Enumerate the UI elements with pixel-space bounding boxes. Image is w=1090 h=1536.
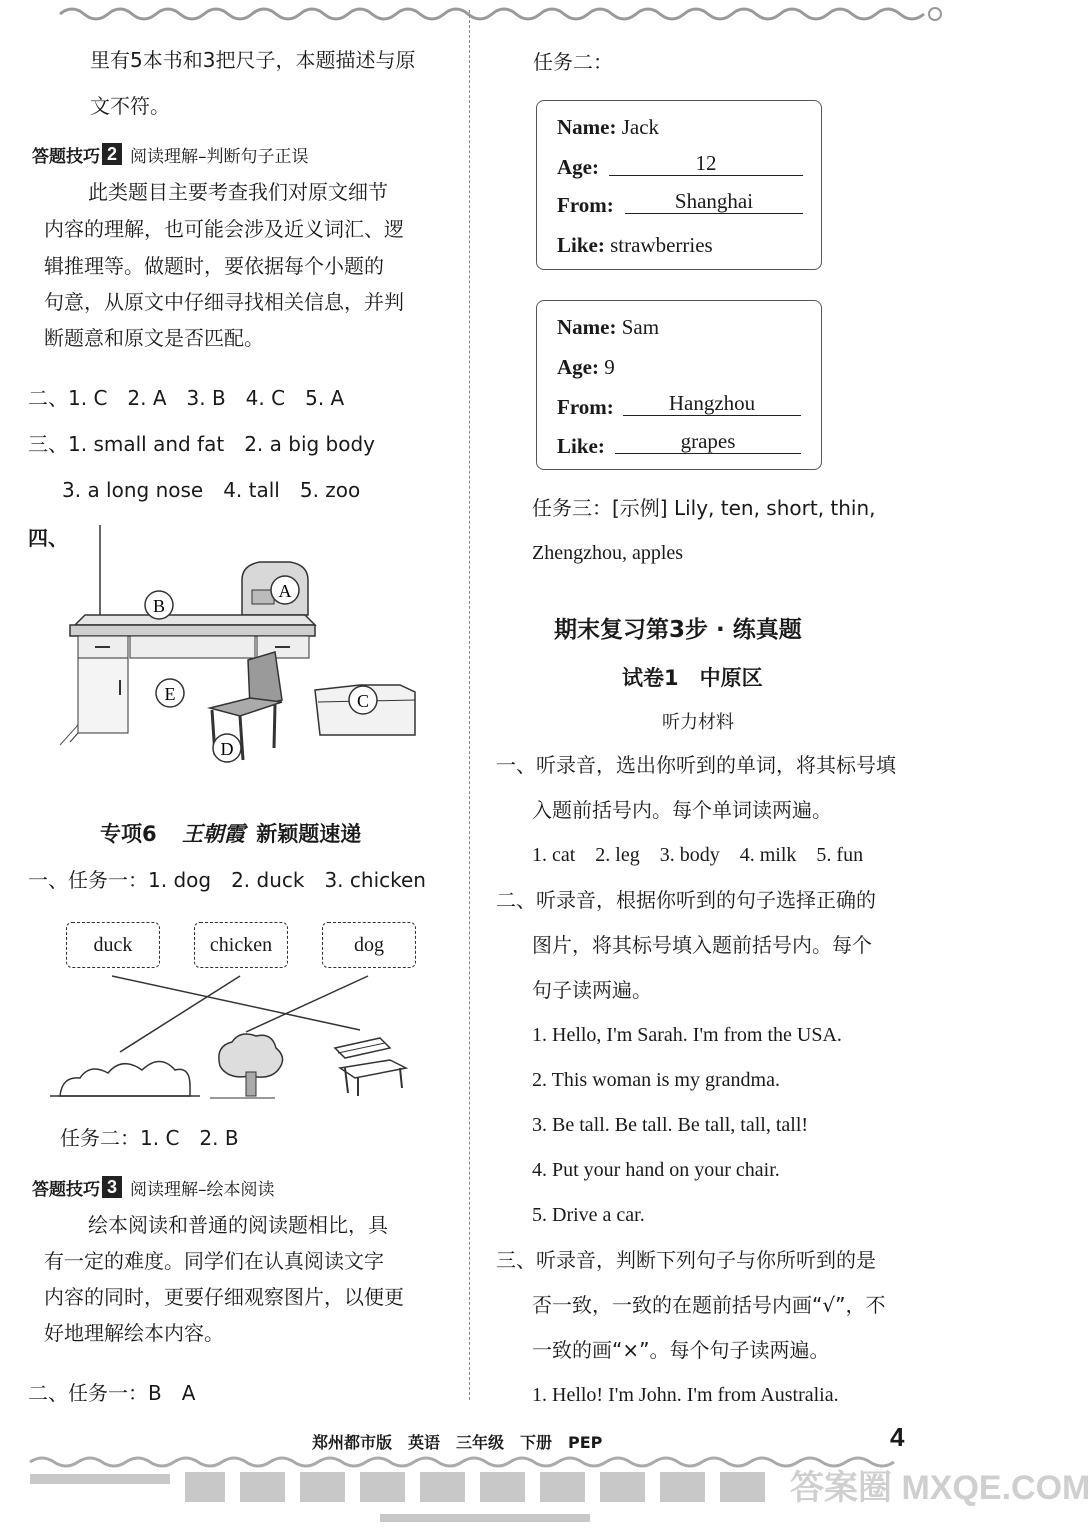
answers-part-2: 二、1. C 2. A 3. B 4. C 5. A [28, 386, 345, 410]
bushes [50, 1062, 200, 1097]
tip-text: 辑推理等。做题时，要依据每个小题的 [44, 254, 384, 278]
card-answer-line: Shanghai [625, 189, 803, 214]
card-name-row [557, 115, 659, 140]
question-1-words: 1. cat 2. leg 3. body 4. milk 5. fun [532, 844, 864, 866]
card-value: Jack [621, 115, 660, 139]
tip-text: 绘本阅读和普通的阅读题相比，具 [88, 1213, 388, 1237]
paragraph-line: 里有5本书和3把尺子，本题描述与原 [90, 48, 416, 72]
tip-text: 句意，从原文中仔细寻找相关信息，并判 [44, 290, 404, 314]
answers-part-3: 3. a long nose 4. tall 5. zoo [62, 478, 361, 502]
bench [335, 1038, 406, 1096]
card-value: Sam [621, 315, 660, 339]
card-answer-line: grapes [615, 429, 801, 454]
tip-label: 答题技巧 [32, 1179, 100, 1200]
tip-2 [32, 141, 309, 167]
page-footer [0, 1420, 1090, 1536]
label-c: C [356, 691, 370, 711]
task-3-line: Zhengzhou, apples [532, 542, 684, 564]
section-title: 期末复习第3步 · 练真题 [554, 617, 802, 643]
question-2-item: 1. Hello, I'm Sarah. I'm from the USA. [532, 1024, 842, 1046]
task-2-title: 任务二： [533, 50, 613, 74]
card-answer-line: 12 [609, 151, 803, 176]
tip-text: 内容的理解，也可能会涉及近义词汇、逻 [44, 217, 404, 241]
paper-title: 试卷1 中原区 [622, 666, 763, 690]
tip-number: 2 [102, 143, 122, 165]
card-key: Age: [557, 155, 599, 179]
question-3: 三、听录音，判断下列句子与你所听到的是 [496, 1248, 876, 1272]
tip-label: 答题技巧 [32, 146, 100, 167]
column-divider [469, 10, 470, 1400]
card-age-row [557, 155, 599, 180]
card-answer-line: Hangzhou [623, 391, 801, 416]
tip-text: 有一定的难度。同学们在认真阅读文字 [44, 1249, 384, 1273]
task-3-line: 任务三：[示例] Lily, ten, short, thin, [532, 496, 876, 520]
question-1: 一、听录音，选出你听到的单词，将其标号填 [496, 753, 896, 777]
page-number: 4 [890, 1422, 905, 1452]
question-2-item: 2. This woman is my grandma. [532, 1069, 780, 1091]
brand-logo: 王朝霞 [181, 821, 245, 846]
tip-number: 3 [102, 1176, 122, 1198]
label-d: D [220, 739, 234, 759]
word-box-chicken: chicken [194, 922, 288, 968]
card-age-row [557, 355, 615, 380]
question-2: 二、听录音，根据你听到的句子选择正确的 [496, 888, 876, 912]
answers-last: 二、任务一：B A [28, 1381, 196, 1405]
card-value: 9 [604, 355, 615, 379]
task-2-answers: 任务二：1. C 2. B [60, 1126, 239, 1150]
card-key: Like: [557, 233, 605, 257]
card-value: strawberries [610, 233, 713, 257]
tip-title: 阅读理解–绘本阅读 [130, 1179, 275, 1200]
tree [210, 1034, 283, 1098]
info-card-sam [536, 300, 822, 470]
question-2-item: 4. Put your hand on your chair. [532, 1159, 780, 1181]
info-card-jack [536, 100, 822, 270]
tip-text: 好地理解绘本内容。 [44, 1321, 224, 1345]
question-2-item: 3. Be tall. Be tall. Be tall, tall, tall! [532, 1114, 809, 1136]
top-wave-decoration [0, 0, 970, 30]
tip-3 [32, 1174, 275, 1200]
special-title-a: 专项6 [100, 822, 157, 846]
label-b: B [152, 596, 166, 616]
question-3: 否一致，一致的在题前括号内画“√”，不 [532, 1293, 886, 1317]
card-key: Name: [557, 315, 617, 339]
answers-part-3: 三、1. small and fat 2. a big body [28, 432, 376, 456]
card-name-row [557, 315, 659, 340]
special-title-b: 新颖题速递 [256, 822, 362, 846]
watermark: 答案圈 MXQE.COM [790, 1469, 1090, 1507]
answers-part-4: 四、 [28, 526, 68, 550]
special-section-title [100, 818, 361, 848]
question-2: 句子读两遍。 [532, 978, 652, 1002]
card-key: Name: [557, 115, 617, 139]
tip-text: 此类题目主要考查我们对原文细节 [88, 180, 388, 204]
desk-illustration [60, 520, 430, 770]
tip-text: 内容的同时，更要仔细观察图片，以便更 [44, 1285, 404, 1309]
card-key: Like: [557, 434, 605, 458]
word-box-dog: dog [322, 922, 416, 968]
question-3: 一致的画“×”。每个句子读两遍。 [532, 1338, 830, 1362]
card-like-row [557, 233, 713, 258]
label-a: A [278, 581, 292, 601]
question-1: 入题前括号内。每个单词读两遍。 [532, 798, 832, 822]
label-e: E [164, 684, 176, 704]
task-1-answers: 一、任务一：1. dog 2. duck 3. chicken [28, 868, 426, 892]
matching-illustration [50, 968, 420, 1108]
question-2-item: 5. Drive a car. [532, 1204, 645, 1226]
tip-text: 断题意和原文是否匹配。 [44, 326, 264, 350]
listening-material-title: 听力材料 [662, 712, 734, 733]
word-box-duck: duck [66, 922, 160, 968]
card-like-row [557, 434, 605, 459]
question-2: 图片，将其标号填入题前括号内。每个 [532, 933, 872, 957]
card-key: From: [557, 395, 614, 419]
card-key: Age: [557, 355, 599, 379]
question-3-item: 1. Hello! I'm John. I'm from Australia. [532, 1384, 839, 1406]
paragraph-line: 文不符。 [90, 94, 170, 118]
tip-title: 阅读理解–判断句子正误 [130, 146, 309, 167]
edition-info: 郑州都市版 英语 三年级 下册 PEP [312, 1433, 603, 1452]
card-key: From: [557, 193, 614, 217]
card-from-row [557, 395, 614, 420]
card-from-row [557, 193, 614, 218]
